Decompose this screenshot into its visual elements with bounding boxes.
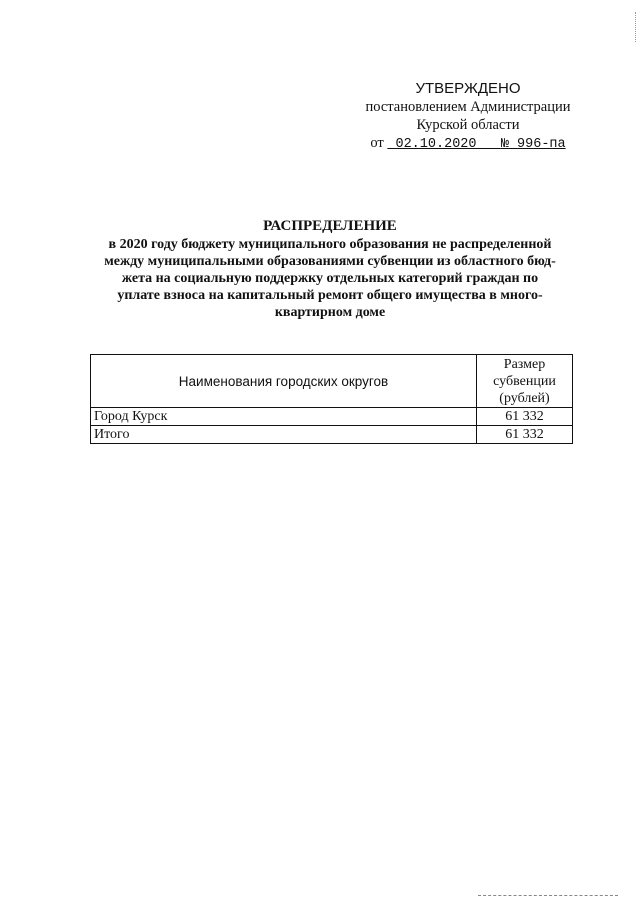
title-line-2: между муниципальными образованиями субвенции из областного бюд-: [104, 254, 556, 269]
total-label: Итого: [91, 426, 477, 444]
title-line-3: жета на социальную поддержку отдельных категорий граждан по: [121, 271, 539, 286]
approval-line-1: постановлением Администрации: [365, 99, 571, 115]
approval-line-2: Курской области: [416, 117, 520, 133]
title-line-1: в 2020 году бюджету муниципального образования не распределенной: [108, 237, 552, 252]
title-line-5: квартирном доме: [274, 305, 386, 320]
document-title-block: [70, 218, 590, 321]
approval-number: № 996-па: [500, 137, 566, 152]
document-title: РАСПРЕДЕЛЕНИЕ: [263, 218, 397, 234]
approval-stamp: [352, 80, 584, 154]
table-header-row: [91, 355, 573, 408]
table-row: [91, 408, 573, 426]
approval-heading: УТВЕРЖДЕНО: [415, 80, 521, 97]
total-amount: 61 332: [477, 426, 573, 444]
header-amount: [477, 355, 573, 408]
row-name: Город Курск: [91, 408, 477, 426]
date-prefix: от: [370, 135, 384, 151]
header-amount-line-3: (рублей): [499, 390, 550, 406]
title-line-4: уплате взноса на капитальный ремонт общего имущества в много-: [117, 288, 543, 303]
scan-bottom-rule: [478, 895, 618, 896]
approval-date: 02.10.2020: [395, 137, 477, 152]
header-amount-line-2: субвенции: [493, 373, 556, 389]
distribution-table: [90, 354, 573, 444]
scan-edge-mark: [635, 12, 637, 42]
approval-date-line: [352, 134, 584, 154]
row-amount: 61 332: [477, 408, 573, 426]
table-row-total: [91, 426, 573, 444]
header-name: Наименования городских округов: [91, 355, 477, 408]
header-amount-line-1: Размер: [503, 356, 546, 372]
